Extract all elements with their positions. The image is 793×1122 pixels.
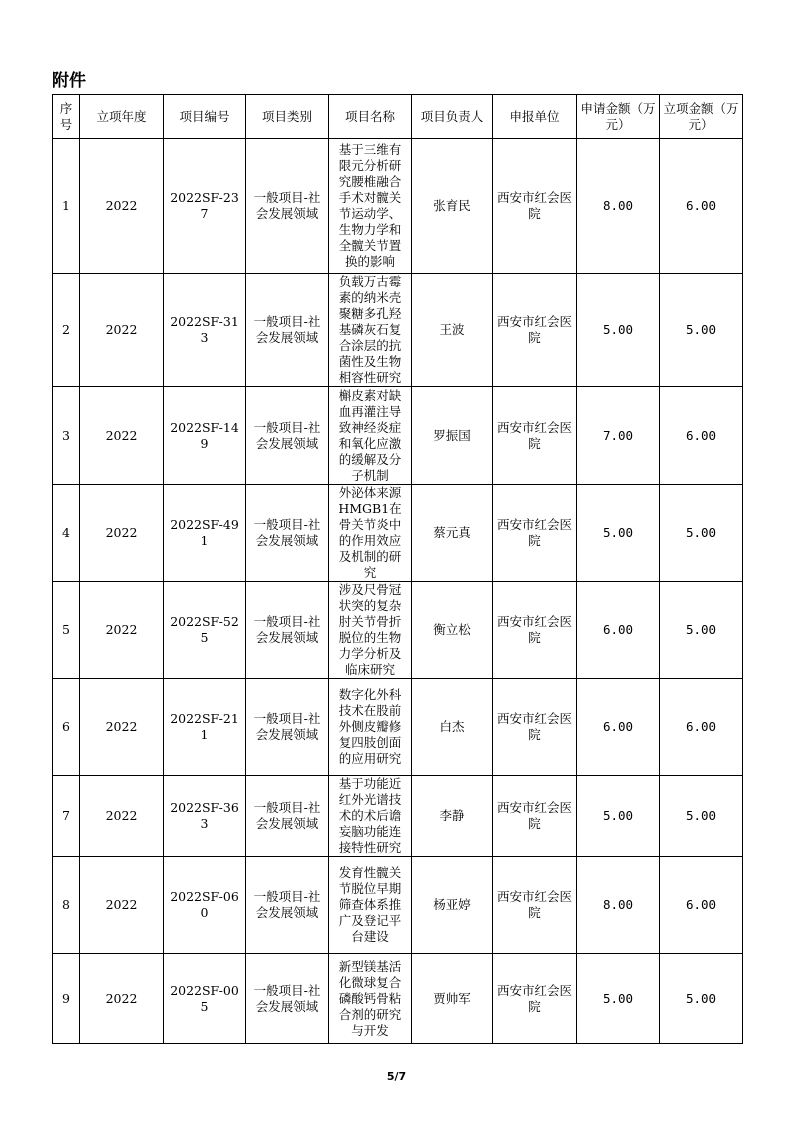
cell-unit: 西安市红会医院 (493, 857, 577, 954)
col-header-code: 项目编号 (164, 95, 246, 139)
table-row (53, 582, 743, 679)
col-header-unit: 申报单位 (493, 95, 577, 139)
cell-unit: 西安市红会医院 (493, 776, 577, 857)
cell-unit: 西安市红会医院 (493, 139, 577, 274)
col-header-index: 序号 (53, 95, 80, 139)
cell-approved-amount: 5.00 (660, 582, 743, 679)
cell-project-name: 新型镁基活化微球复合磷酸钙骨粘合剂的研究与开发 (329, 954, 412, 1044)
cell-index: 2 (53, 274, 80, 387)
cell-approved-amount: 5.00 (660, 776, 743, 857)
cell-year: 2022 (80, 679, 164, 776)
cell-project-name: 负载万古霉素的纳米壳聚糖多孔羟基磷灰石复合涂层的抗菌性及生物相容性研究 (329, 274, 412, 387)
cell-code: 2022SF-211 (164, 679, 246, 776)
cell-year: 2022 (80, 582, 164, 679)
cell-leader: 王波 (412, 274, 493, 387)
cell-applied-amount: 8.00 (577, 857, 660, 954)
table-row (53, 485, 743, 582)
cell-leader: 白杰 (412, 679, 493, 776)
cell-unit: 西安市红会医院 (493, 954, 577, 1044)
cell-code: 2022SF-005 (164, 954, 246, 1044)
cell-index: 6 (53, 679, 80, 776)
cell-project-name: 外泌体来源HMGB1在骨关节炎中的作用效应及机制的研究 (329, 485, 412, 582)
cell-category: 一般项目-社会发展领域 (246, 274, 329, 387)
table-row (53, 776, 743, 857)
cell-year: 2022 (80, 485, 164, 582)
table-header-row (53, 95, 743, 139)
cell-index: 7 (53, 776, 80, 857)
cell-category: 一般项目-社会发展领域 (246, 954, 329, 1044)
cell-index: 8 (53, 857, 80, 954)
cell-year: 2022 (80, 954, 164, 1044)
cell-approved-amount: 6.00 (660, 679, 743, 776)
col-header-applied-amount: 申请金额（万元） (577, 95, 660, 139)
cell-code: 2022SF-313 (164, 274, 246, 387)
cell-code: 2022SF-525 (164, 582, 246, 679)
table-row (53, 857, 743, 954)
col-header-leader: 项目负责人 (412, 95, 493, 139)
cell-applied-amount: 7.00 (577, 387, 660, 485)
cell-unit: 西安市红会医院 (493, 274, 577, 387)
col-header-category: 项目类别 (246, 95, 329, 139)
cell-category: 一般项目-社会发展领域 (246, 387, 329, 485)
cell-applied-amount: 6.00 (577, 582, 660, 679)
table-body (53, 139, 743, 1044)
cell-applied-amount: 5.00 (577, 485, 660, 582)
cell-leader: 衡立松 (412, 582, 493, 679)
cell-code: 2022SF-060 (164, 857, 246, 954)
cell-unit: 西安市红会医院 (493, 485, 577, 582)
cell-project-name: 涉及尺骨冠状突的复杂肘关节骨折脱位的生物力学分析及临床研究 (329, 582, 412, 679)
cell-unit: 西安市红会医院 (493, 679, 577, 776)
cell-unit: 西安市红会医院 (493, 582, 577, 679)
attachment-heading: 附件 (52, 71, 86, 91)
cell-leader: 杨亚婷 (412, 857, 493, 954)
cell-code: 2022SF-491 (164, 485, 246, 582)
cell-code: 2022SF-237 (164, 139, 246, 274)
cell-index: 1 (53, 139, 80, 274)
table-row (53, 274, 743, 387)
cell-applied-amount: 5.00 (577, 776, 660, 857)
cell-leader: 罗振国 (412, 387, 493, 485)
cell-approved-amount: 5.00 (660, 954, 743, 1044)
cell-category: 一般项目-社会发展领域 (246, 679, 329, 776)
table-row (53, 679, 743, 776)
col-header-year: 立项年度 (80, 95, 164, 139)
cell-category: 一般项目-社会发展领域 (246, 857, 329, 954)
cell-category: 一般项目-社会发展领域 (246, 139, 329, 274)
cell-leader: 张育民 (412, 139, 493, 274)
cell-approved-amount: 6.00 (660, 387, 743, 485)
table-row (53, 139, 743, 274)
cell-category: 一般项目-社会发展领域 (246, 582, 329, 679)
table-row (53, 954, 743, 1044)
cell-year: 2022 (80, 387, 164, 485)
cell-applied-amount: 5.00 (577, 954, 660, 1044)
cell-project-name: 数字化外科技术在股前外侧皮瓣修复四肢创面的应用研究 (329, 679, 412, 776)
cell-approved-amount: 5.00 (660, 274, 743, 387)
cell-year: 2022 (80, 857, 164, 954)
cell-applied-amount: 8.00 (577, 139, 660, 274)
cell-project-name: 槲皮素对缺血再灌注导致神经炎症和氧化应激的缓解及分子机制 (329, 387, 412, 485)
cell-approved-amount: 5.00 (660, 485, 743, 582)
cell-unit: 西安市红会医院 (493, 387, 577, 485)
cell-category: 一般项目-社会发展领域 (246, 485, 329, 582)
cell-leader: 李静 (412, 776, 493, 857)
cell-index: 3 (53, 387, 80, 485)
col-header-name: 项目名称 (329, 95, 412, 139)
cell-index: 9 (53, 954, 80, 1044)
cell-project-name: 基于功能近红外光谱技术的术后谵妄脑功能连接特性研究 (329, 776, 412, 857)
cell-index: 4 (53, 485, 80, 582)
cell-year: 2022 (80, 776, 164, 857)
cell-code: 2022SF-363 (164, 776, 246, 857)
cell-category: 一般项目-社会发展领域 (246, 776, 329, 857)
cell-leader: 蔡元真 (412, 485, 493, 582)
page-number: 5/7 (386, 1070, 407, 1083)
cell-applied-amount: 6.00 (577, 679, 660, 776)
col-header-approved-amount: 立项金额（万元） (660, 95, 743, 139)
cell-leader: 贾帅军 (412, 954, 493, 1044)
cell-approved-amount: 6.00 (660, 139, 743, 274)
cell-project-name: 基于三维有限元分析研究腰椎融合手术对髋关节运动学、生物力学和全髋关节置换的影响 (329, 139, 412, 274)
cell-year: 2022 (80, 139, 164, 274)
cell-index: 5 (53, 582, 80, 679)
cell-project-name: 发育性髋关节脱位早期筛查体系推广及登记平台建设 (329, 857, 412, 954)
project-table (52, 94, 743, 1044)
cell-year: 2022 (80, 274, 164, 387)
cell-code: 2022SF-149 (164, 387, 246, 485)
table-row (53, 387, 743, 485)
cell-applied-amount: 5.00 (577, 274, 660, 387)
cell-approved-amount: 6.00 (660, 857, 743, 954)
